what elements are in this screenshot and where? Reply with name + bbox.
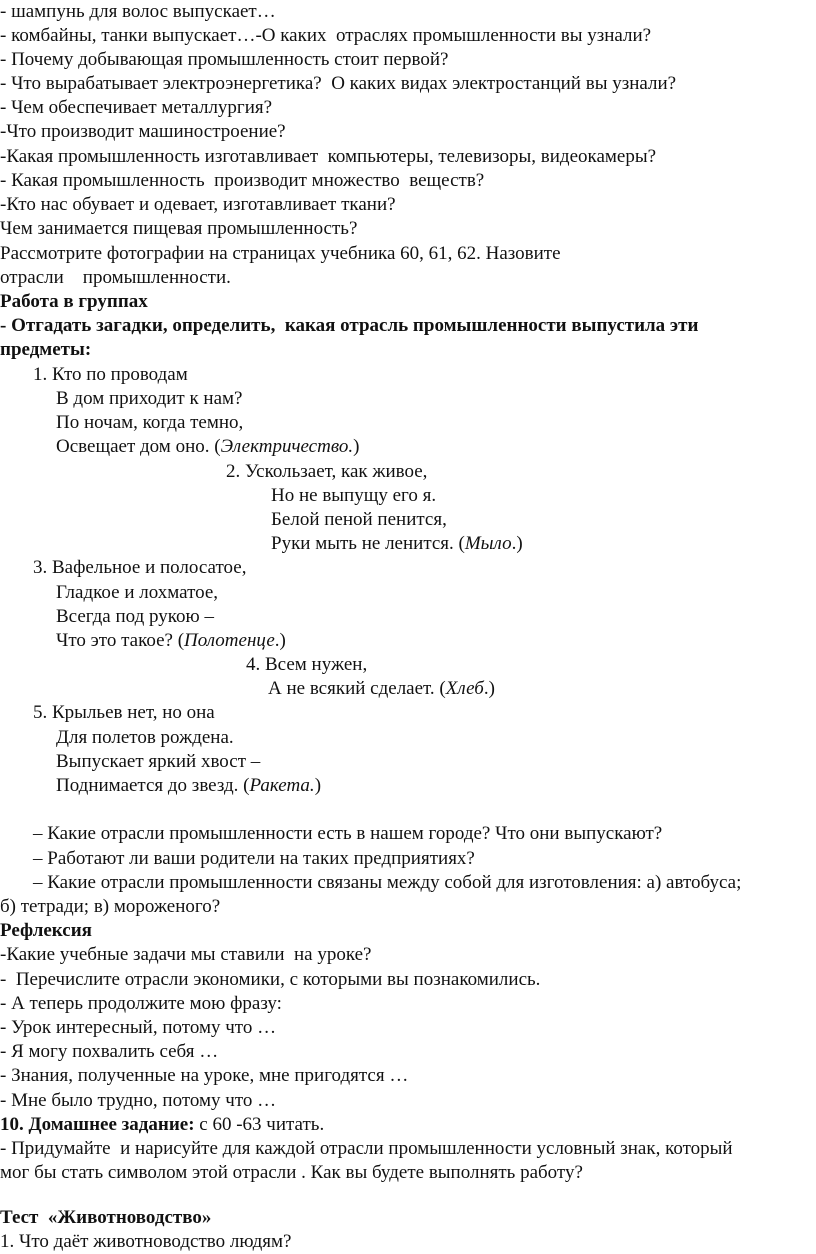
riddle-line: 3. Вафельное и полосатое, [33, 557, 247, 578]
discussion-line: б) тетради; в) мороженого? [0, 896, 221, 917]
reflection-line: - А теперь продолжите мою фразу: [0, 993, 282, 1014]
question-line: -Какая промышленность изготавливает компьютеры, телевизоры, видеокамеры? [0, 146, 657, 167]
discussion-line: – Какие отрасли промышленности есть в нашем городе? Что они выпускают? [33, 823, 663, 844]
riddle-line: Поднимается до звезд. (Ракета.) [56, 775, 322, 796]
question-line: - Чем обеспечивает металлургия? [0, 97, 273, 118]
group-work-task: предметы: [0, 339, 92, 360]
riddle-line: Для полетов рождена. [56, 727, 234, 748]
riddle-line: 4. Всем нужен, [246, 654, 368, 675]
test-heading: Тест «Животноводство» [0, 1207, 212, 1228]
riddle-line: Что это такое? (Полотенце.) [56, 630, 286, 651]
homework-line: 10. Домашнее задание: с 60 -63 читать. [0, 1114, 325, 1135]
question-line: -Кто нас обувает и одевает, изготавливает ткани? [0, 194, 396, 215]
riddle-answer: Полотенце [184, 630, 275, 651]
riddle-answer: Мыло [464, 533, 512, 554]
riddle-line: Но не выпущу его я. [271, 485, 437, 506]
reflection-line: - Мне было трудно, потому что … [0, 1090, 277, 1111]
question-line: Чем занимается пищевая промышленность? [0, 218, 358, 239]
riddle-line: 2. Ускользает, как живое, [226, 461, 428, 482]
reflection-line: - Я могу похвалить себя … [0, 1041, 219, 1062]
riddle-line: В дом приходит к нам? [56, 388, 243, 409]
reflection-line: - Урок интересный, потому что … [0, 1017, 277, 1038]
homework-label: 10. Домашнее задание: [0, 1114, 195, 1135]
riddle-line: Гладкое и лохматое, [56, 582, 219, 603]
discussion-line: – Работают ли ваши родители на таких предприятиях? [33, 848, 475, 869]
question-line: Рассмотрите фотографии на страницах учебника 60, 61, 62. Назовите [0, 243, 561, 264]
riddle-line: А не всякий сделает. (Хлеб.) [268, 678, 495, 699]
question-line: - Что вырабатывает электроэнергетика? О каких видах электростанций вы узнали? [0, 73, 677, 94]
question-line: -Что производит машиностроение? [0, 121, 286, 142]
question-line: - шампунь для волос выпускает… [0, 1, 276, 22]
reflection-line: - Перечислите отрасли экономики, с которыми вы познакомились. [0, 969, 541, 990]
question-line: - Какая промышленность производит множество веществ? [0, 170, 485, 191]
riddle-answer: Электричество. [220, 436, 354, 457]
reflection-line: - Знания, полученные на уроке, мне пригодятся … [0, 1065, 409, 1086]
homework-line: - Придумайте и нарисуйте для каждой отрасли промышленности условный знак, который [0, 1138, 733, 1159]
reflection-heading: Рефлексия [0, 920, 92, 941]
riddle-line: 5. Крыльев нет, но она [33, 702, 215, 723]
riddle-line: 1. Кто по проводам [33, 364, 188, 385]
riddle-line: Освещает дом оно. (Электричество.) [56, 436, 360, 457]
riddle-answer: Ракета. [249, 775, 315, 796]
riddle-line: Всегда под рукою – [56, 606, 214, 627]
discussion-line: – Какие отрасли промышленности связаны между собой для изготовления: а) автобуса; [33, 872, 742, 893]
question-line: - комбайны, танки выпускает…-О каких отраслях промышленности вы узнали? [0, 25, 652, 46]
question-line: отрасли промышленности. [0, 267, 231, 288]
test-question: 1. Что даёт животноводство людям? [0, 1231, 292, 1252]
question-line: - Почему добывающая промышленность стоит первой? [0, 49, 449, 70]
group-work-heading: Работа в группах [0, 291, 148, 312]
group-work-task: - Отгадать загадки, определить, какая отрасль промышленности выпустила эти [0, 315, 699, 336]
riddle-line: Выпускает яркий хвост – [56, 751, 261, 772]
riddle-line: Белой пеной пенится, [271, 509, 447, 530]
reflection-line: -Какие учебные задачи мы ставили на уроке? [0, 944, 372, 965]
homework-line: мог бы стать символом этой отрасли . Как вы будете выполнять работу? [0, 1162, 583, 1183]
riddle-line: По ночам, когда темно, [56, 412, 244, 433]
riddle-answer: Хлеб [445, 678, 484, 699]
riddle-line: Руки мыть не ленится. (Мыло.) [271, 533, 523, 554]
